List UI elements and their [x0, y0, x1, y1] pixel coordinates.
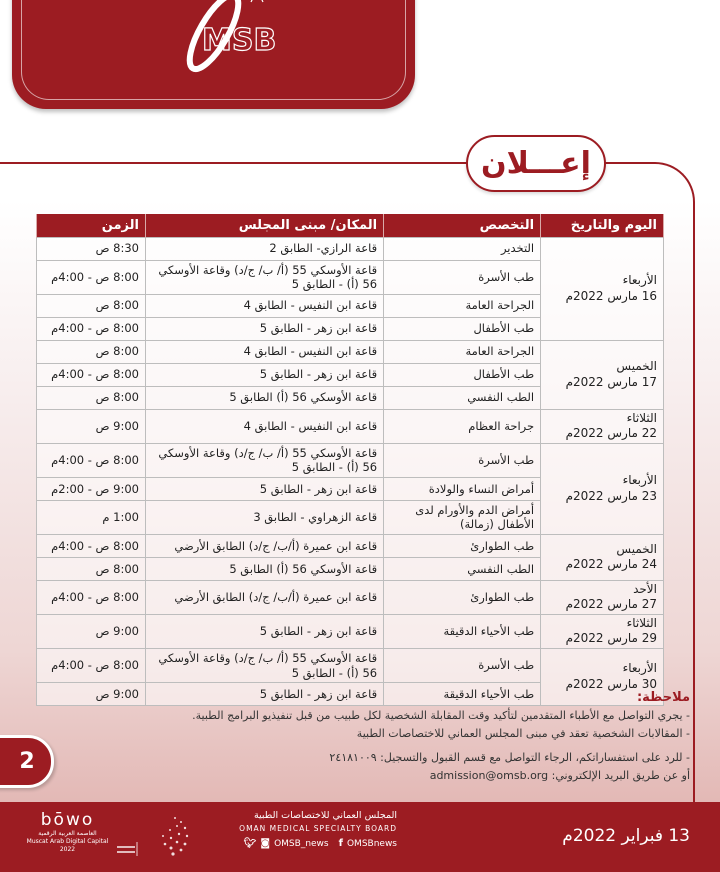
- time-cell: 8:00 ص - 4:00م: [37, 363, 146, 386]
- place-cell: قاعة الزهراوي - الطابق 3: [145, 500, 383, 534]
- day-cell: الخميس 17 مارس 2022م: [541, 340, 664, 409]
- time-cell: 8:00 ص - 4:00م: [37, 534, 146, 557]
- specialty-cell: الطب النفسي: [384, 386, 541, 409]
- header-specialty: التخصص: [384, 214, 541, 237]
- specialty-cell: طب الأطفال: [384, 363, 541, 386]
- table-row: [37, 340, 664, 363]
- day-cell: الثلاثاء 29 مارس 2022م: [541, 614, 664, 648]
- place-cell: قاعة ابن عميرة (أ/ب/ ج/د) الطابق الأرضي: [145, 580, 383, 614]
- specialty-cell: أمراض النساء والولادة: [384, 477, 541, 500]
- muscat-logo-ar: العاصمة العربية الرقمية: [38, 830, 97, 837]
- omsb-org-info: [235, 810, 397, 849]
- specialty-cell: طب الأسرة: [384, 260, 541, 294]
- footer: [0, 802, 720, 872]
- table-row: [37, 237, 664, 260]
- muscat-logo-mark: bōwo: [40, 810, 95, 830]
- place-cell: قاعة ابن زهر - الطابق 5: [145, 317, 383, 340]
- specialty-cell: الجراحة العامة: [384, 340, 541, 363]
- specialty-cell: الطب النفسي: [384, 557, 541, 580]
- time-cell: 8:00 ص - 4:00م: [37, 443, 146, 477]
- table-row: [37, 614, 664, 648]
- twitter-icon[interactable]: 🐦︎: [243, 838, 257, 849]
- page-title: إعـــلان: [481, 146, 591, 181]
- specialty-cell: التخدير: [384, 237, 541, 260]
- schedule-table: [36, 214, 664, 706]
- omsb-logo-icon: [162, 0, 292, 75]
- muscat-logo-year: 2022: [59, 846, 76, 853]
- time-cell: 9:00 ص: [37, 614, 146, 648]
- place-cell: قاعة الأوسكي 56 (أ) الطابق 5: [145, 557, 383, 580]
- day-cell: الأربعاء 16 مارس 2022م: [541, 237, 664, 340]
- instagram-icon[interactable]: ◙: [260, 838, 271, 849]
- time-cell: 8:00 ص: [37, 340, 146, 363]
- notes-title: ملاحظة:: [636, 690, 690, 705]
- time-cell: 8:00 ص - 4:00م: [37, 317, 146, 340]
- day-cell: الأربعاء 23 مارس 2022م: [541, 443, 664, 534]
- table-row: [37, 649, 664, 683]
- notes-section: [90, 690, 690, 785]
- place-cell: قاعة ابن زهر - الطابق 5: [145, 683, 383, 706]
- table-row: [37, 534, 664, 557]
- svg-text:MSB: MSB: [202, 23, 277, 58]
- announcement-date: 13 فبراير 2022م: [562, 826, 690, 846]
- omsb-logo: [162, 0, 292, 75]
- contact-email-line: أو عن طريق البريد الإلكتروني: admission@omsb.org: [429, 769, 690, 782]
- org-name-en: OMAN MEDICAL SPECIALTY BOARD: [239, 824, 397, 833]
- header-day-date: اليوم والتاريخ: [541, 214, 664, 237]
- page-number: 2: [19, 749, 35, 774]
- time-cell: 8:00 ص: [37, 557, 146, 580]
- specialty-cell: جراحة العظام: [384, 409, 541, 443]
- place-cell: قاعة ابن زهر - الطابق 5: [145, 614, 383, 648]
- table-header-row: [37, 214, 664, 237]
- muscat-logo-en: Muscat Arab Digital Capital: [26, 838, 109, 845]
- oman-vision-2040-logo: [115, 808, 225, 866]
- header-band: [12, 0, 415, 109]
- time-cell: 9:00 ص: [37, 409, 146, 443]
- specialty-cell: طب الأسرة: [384, 443, 541, 477]
- time-cell: 8:00 ص - 4:00م: [37, 260, 146, 294]
- table-row: [37, 443, 664, 477]
- specialty-cell: أمراض الدم والأورام لدى الأطفال (زمالة): [384, 500, 541, 534]
- header-time: الزمن: [37, 214, 146, 237]
- time-cell: 8:00 ص: [37, 294, 146, 317]
- time-cell: 9:00 ص - 2:00م: [37, 477, 146, 500]
- place-cell: قاعة ابن النفيس - الطابق 4: [145, 340, 383, 363]
- time-cell: 8:00 ص - 4:00م: [37, 580, 146, 614]
- day-cell: الأربعاء 30 مارس 2022م: [541, 649, 664, 706]
- header-place: المكان/ مبنى المجلس: [145, 214, 383, 237]
- announcement-title-pill: [466, 135, 606, 192]
- title-divider-line: [0, 162, 470, 164]
- day-cell: الأحد 27 مارس 2022م: [541, 580, 664, 614]
- place-cell: قاعة الأوسكي 55 (أ/ ب/ ج/د) وقاعة الأوسكي 56 (أ) - الطابق 5: [145, 649, 383, 683]
- place-cell: قاعة ابن زهر - الطابق 5: [145, 363, 383, 386]
- table-row: [37, 580, 664, 614]
- social-handle-twitter-instagram[interactable]: OMSB_news: [274, 838, 329, 849]
- day-cell: الثلاثاء 22 مارس 2022م: [541, 409, 664, 443]
- place-cell: قاعة الأوسكي 55 (أ/ ب/ ج/د) وقاعة الأوسكي 56 (أ) - الطابق 5: [145, 260, 383, 294]
- specialty-cell: طب الأطفال: [384, 317, 541, 340]
- specialty-cell: طب الأحياء الدقيقة: [384, 683, 541, 706]
- page-number-badge: [0, 735, 54, 788]
- place-cell: قاعة ابن النفيس - الطابق 4: [145, 409, 383, 443]
- specialty-cell: الجراحة العامة: [384, 294, 541, 317]
- social-links: [235, 838, 397, 849]
- time-cell: 8:30 ص: [37, 237, 146, 260]
- facebook-icon[interactable]: f: [338, 838, 343, 849]
- place-cell: قاعة ابن عميرة (أ/ب/ ج/د) الطابق الأرضي: [145, 534, 383, 557]
- muscat-digital-capital-logo: [20, 810, 115, 854]
- specialty-cell: طب الأسرة: [384, 649, 541, 683]
- contact-line: - للرد على استفساراتكم، الرجاء التواصل مع قسم القبول والتسجيل: ٢٤١٨١٠٠٩: [329, 751, 690, 764]
- table-row: [37, 409, 664, 443]
- note-line: - المقالابات الشخصية تعقد في مبنى المجلس العماني للاختصاصات الطبية: [356, 727, 690, 740]
- place-cell: قاعة ابن زهر - الطابق 5: [145, 477, 383, 500]
- specialty-cell: طب الأحياء الدقيقة: [384, 614, 541, 648]
- specialty-cell: طب الطوارئ: [384, 534, 541, 557]
- place-cell: قاعة ابن النفيس - الطابق 4: [145, 294, 383, 317]
- time-cell: 1:00 م: [37, 500, 146, 534]
- note-line: - يجري التواصل مع الأطباء المتقدمين لتأكيد وقت المقابلة الشخصية لكل طبيب من قبل تنفيذيو البرامج الطبية.: [192, 709, 690, 722]
- specialty-cell: طب الطوارئ: [384, 580, 541, 614]
- social-handle-facebook[interactable]: OMSBnews: [346, 838, 397, 849]
- place-cell: قاعة الأوسكي 56 (أ) الطابق 5: [145, 386, 383, 409]
- day-cell: الخميس 24 مارس 2022م: [541, 534, 664, 580]
- time-cell: 8:00 ص - 4:00م: [37, 649, 146, 683]
- place-cell: قاعة الأوسكي 55 (أ/ ب/ ج/د) وقاعة الأوسكي 56 (أ) - الطابق 5: [145, 443, 383, 477]
- time-cell: 9:00 ص: [37, 683, 146, 706]
- time-cell: 8:00 ص: [37, 386, 146, 409]
- org-name-ar: المجلس العماني للاختصاصات الطبية: [253, 810, 397, 821]
- place-cell: قاعة الرازي- الطابق 2: [145, 237, 383, 260]
- vision-2040-icon: [115, 808, 225, 866]
